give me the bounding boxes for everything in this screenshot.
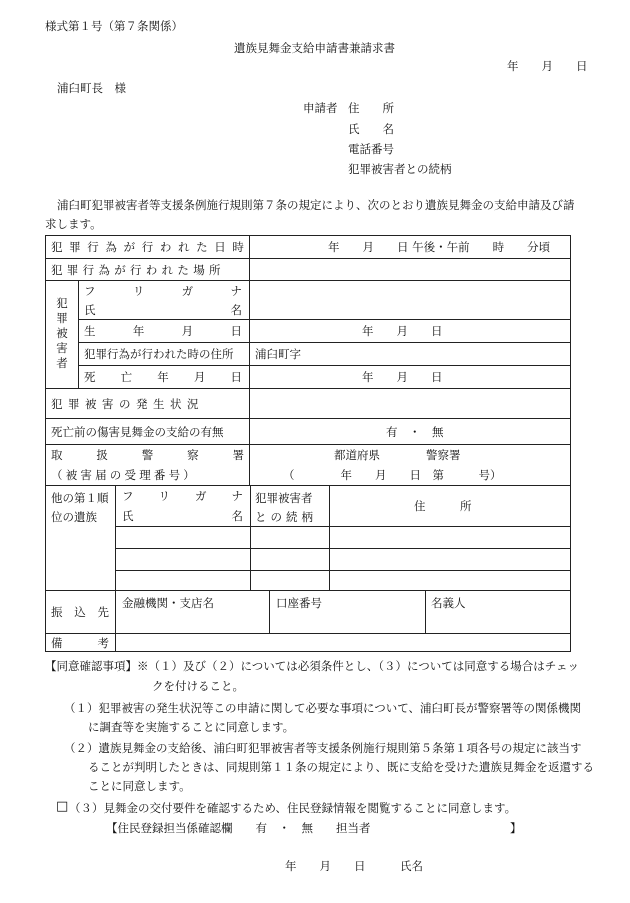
consent-checkbox[interactable]: □ xyxy=(56,799,69,814)
victim-address-value[interactable]: 浦臼町字 xyxy=(255,347,301,361)
crime-place-input[interactable] xyxy=(252,259,568,280)
heir-row-3[interactable] xyxy=(117,571,248,590)
intro-line-1: 浦臼町犯罪被害者等支援条例施行規則第７条の規定により、次のとおり遺族見舞金の支給申請及び請 xyxy=(57,198,575,212)
remarks-input[interactable] xyxy=(117,634,568,652)
crime-datetime-value[interactable]: 年 月 日 午後・午前 時 分頃 xyxy=(328,240,551,254)
police-receipt-value[interactable]: （ 年 月 日 第 号） xyxy=(283,468,502,482)
police-station-label: 取 扱 警 察 署 xyxy=(51,448,244,462)
heirs-furigana-header: フ リ ガ ナ xyxy=(122,489,243,503)
consent-item-3: （３）見舞金の交付要件を確認するため、住民登録情報を閲覧することに同意します。 xyxy=(69,801,517,815)
remarks-label: 備 考 xyxy=(51,636,109,650)
heirs-relation-header-2: との続柄 xyxy=(255,510,317,524)
registry-check-close: 】 xyxy=(510,821,522,835)
applicant-address-label: 住 所 xyxy=(348,101,394,115)
transfer-bank-label: 金融機関・支店名 xyxy=(122,596,214,610)
applicant-label: 申請者 xyxy=(303,101,338,115)
consent-item-2-line-3: ことに同意します。 xyxy=(88,779,191,793)
transfer-account-label: 口座番号 xyxy=(276,596,322,610)
victim-birth-label: 生 年 月 日 xyxy=(84,324,242,338)
consent-heading-2: クを付けること。 xyxy=(152,679,244,693)
transfer-label: 振 込 先 xyxy=(51,605,109,619)
footer-date-name: 年 月 日 氏名 xyxy=(285,859,423,873)
heir-row-2[interactable] xyxy=(117,549,248,570)
consent-item-1-line-2: に調査等を実施することに同意します。 xyxy=(88,720,295,734)
victim-address-label: 犯罪行為が行われた時の住所 xyxy=(84,347,234,361)
addressee: 浦臼町長 様 xyxy=(57,81,126,95)
consent-item-2-line-1: （２）遺族見舞金の支給後、浦臼町犯罪被害者等支援条例施行規則第５条第１項各号の規定に該当す xyxy=(64,741,582,755)
consent-item-1-line-1: （１）犯罪被害の発生状況等この申請に関して必要な事項について、浦臼町長が警察署等の関係機関 xyxy=(64,701,582,715)
heir-row-1[interactable] xyxy=(117,527,248,548)
police-station-value[interactable]: 都道府県 警察署 xyxy=(334,448,461,462)
date-line: 年 月 日 xyxy=(507,59,588,73)
consent-heading: 【同意確認事項】※（１）及び（２）については必須条件とし、（３）については同意する場合はチェッ xyxy=(45,659,579,673)
heirs-name-header: 氏 名 xyxy=(122,509,243,523)
damage-status-label: 犯罪被害の発生状況 xyxy=(51,396,204,411)
heirs-address-header: 住 所 xyxy=(414,499,472,513)
crime-datetime-label: 犯 罪 行 為 が 行 わ れ た 日 時 xyxy=(51,240,244,254)
police-receipt-label: （被害届の受理番号） xyxy=(51,468,198,482)
transfer-holder-label: 名義人 xyxy=(431,596,466,610)
consent-item-2-line-2: ることが判明したときは、同規則第１１条の規定により、既に支給を受けた遺族見舞金を返還する xyxy=(88,760,594,774)
form-number: 様式第１号（第７条関係） xyxy=(45,19,183,33)
other-heirs-label-2: 位の遺族 xyxy=(51,510,97,524)
damage-status-input[interactable] xyxy=(252,389,568,418)
victim-birth-value[interactable]: 年 月 日 xyxy=(362,324,443,338)
victim-furigana-label: フ リ ガ ナ xyxy=(84,283,242,298)
injury-benefit-value[interactable]: 有 ・ 無 xyxy=(386,424,444,439)
registry-check: 【住民登録担当係確認欄 有 ・ 無 担当者 xyxy=(106,821,371,835)
victim-name-input[interactable] xyxy=(252,281,568,319)
applicant-relation-label: 犯罪被害者との続柄 xyxy=(348,162,452,176)
victim-death-value[interactable]: 年 月 日 xyxy=(362,370,443,384)
applicant-name-label: 氏 名 xyxy=(348,122,394,136)
injury-benefit-label: 死亡前の傷害見舞金の支給の有無 xyxy=(51,424,224,439)
document-title: 遺族見舞金支給申請書兼請求書 xyxy=(234,41,395,55)
applicant-phone-label: 電話番号 xyxy=(348,142,394,156)
intro-line-2: 求します。 xyxy=(45,217,102,231)
other-heirs-label-1: 他の第１順 xyxy=(51,491,109,505)
crime-place-label: 犯罪行為が行われた場所 xyxy=(51,262,225,277)
heirs-relation-header-1: 犯罪被害者 xyxy=(255,491,313,505)
victim-group-label: 犯 罪 被 害 者 xyxy=(56,296,68,370)
victim-name-label: 氏 名 xyxy=(84,302,242,317)
victim-death-label: 死 亡 年 月 日 xyxy=(84,370,242,384)
